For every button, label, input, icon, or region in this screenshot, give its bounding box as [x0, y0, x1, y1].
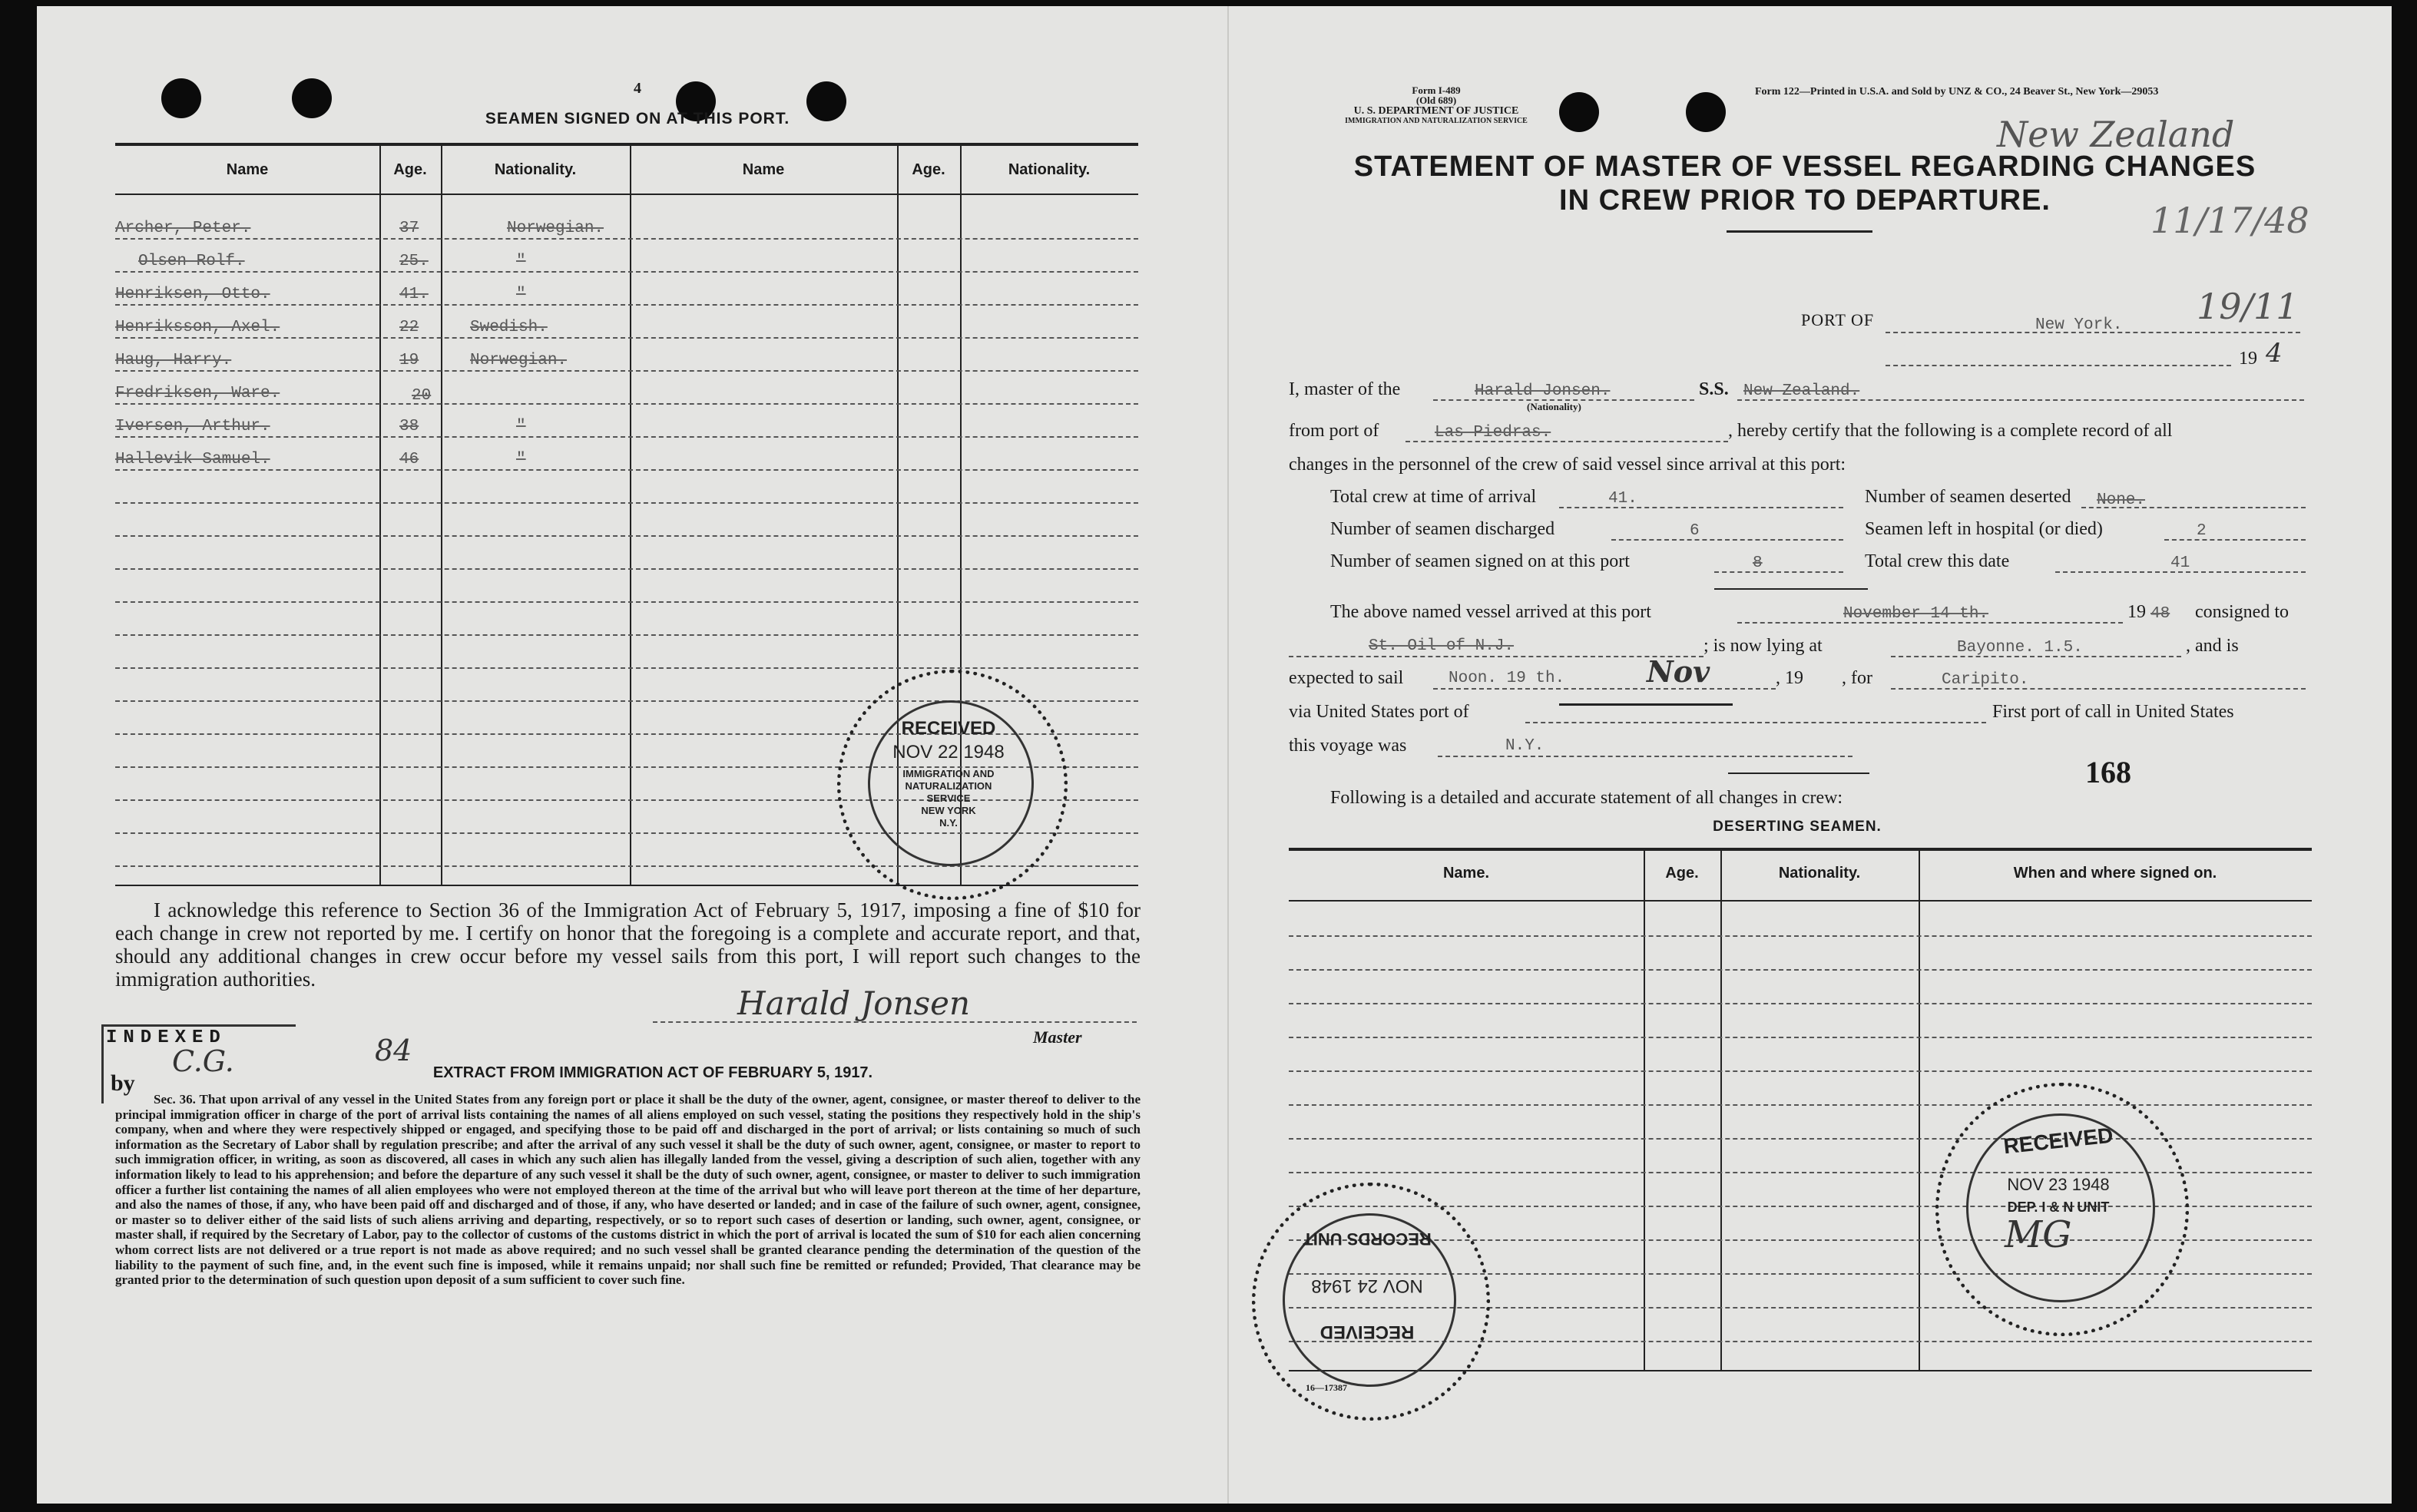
- stamp2-received: RECEIVED: [2002, 1123, 2114, 1159]
- expected-value: Noon. 19 th.: [1449, 670, 1565, 687]
- desert-col-nationality: Nationality.: [1778, 865, 1861, 882]
- extract-title: EXTRACT FROM IMMIGRATION ACT OF FEBRUARY 5, 1917.: [432, 1064, 873, 1081]
- stamp-date: NOV 22 1948: [892, 742, 1005, 763]
- seaman-age: 46: [399, 451, 419, 468]
- seaman-nationality: ": [516, 451, 526, 468]
- stamp-line: NEW YORK: [921, 805, 976, 816]
- total-crew-date-label: Total crew this date: [1865, 551, 2010, 571]
- seaman-name: Iversen, Arthur.: [115, 418, 270, 435]
- desert-col-name: Name.: [1442, 865, 1490, 882]
- seaman-nationality: Norwegian.: [470, 352, 568, 369]
- seaman-nationality: ": [516, 253, 526, 270]
- seaman-age: 19: [399, 352, 419, 369]
- from-port-value: Las Piedras.: [1435, 424, 1551, 442]
- deserting-title: DESERTING SEAMEN.: [1713, 819, 1882, 835]
- indexed-initials: C.G.: [172, 1044, 234, 1078]
- stamp-line: IMMIGRATION AND: [902, 768, 995, 779]
- form-title-line2: IN CREW PRIOR TO DEPARTURE.: [1559, 184, 2051, 217]
- total-crew-date-value: 41: [2170, 554, 2190, 572]
- seaman-name: Henriksen, Otto.: [115, 286, 270, 303]
- stamp-line: NATURALIZATION: [905, 780, 992, 792]
- handwritten-19: 19/11: [2197, 286, 2299, 327]
- arrived-year-label: 19: [2127, 602, 2146, 622]
- signed-on-label: Number of seamen signed on at this port: [1330, 551, 1630, 571]
- year-value: 4: [2266, 338, 2283, 369]
- seaman-name: Fredriksen, Ware.: [115, 385, 280, 402]
- from-port-label: from port of: [1289, 421, 1379, 441]
- stamp-line: N.Y.: [939, 817, 958, 829]
- stamp1-date: NOV 24 1948: [1311, 1275, 1423, 1296]
- deserted-label: Number of seamen deserted: [1865, 487, 2071, 507]
- seaman-age: 20: [412, 387, 432, 405]
- department: U. S. DEPARTMENT OF JUSTICE: [1353, 105, 1519, 117]
- master-of-the-label: I, master of the: [1289, 379, 1401, 399]
- seaman-name: Hallevik Samuel.: [115, 451, 270, 468]
- page-number: 4: [634, 80, 641, 97]
- seaman-nationality: ": [516, 418, 526, 435]
- col-age-2: Age.: [912, 161, 945, 178]
- stamp2-initials: MG: [2005, 1213, 2072, 1256]
- extract-text: Sec. 36. That upon arrival of any vessel in the United States from any foreign port or place it shall be the duty of the owner, agent, consignee, or master thereof to deliver to the principal immigration officer in charge of the port of arrival lists containing the names of all aliens employed on such vessel, stating the positions they respectively hold in the ship's company, when and where they were respectively shipped or engaged, and specifying those to be paid off and discharged in the port of arrival; or lists containing so much of such information as the Secretary of Labor shall by regulation prescribe; and after the arrival of any such vessel it shall be the duty of such owner, agent, consignee, or master to report to such immigration officer, in writing, as soon as discovered, all cases in which any such alien has illegally landed from the vessel, giving a description of such alien, together with any information likely to lead to his apprehension; and before the departure of any such vessel it shall be the duty of such owner, agent, consignee, or master to deliver to such immigration officer a further list containing the names of all alien employees who were not employed thereon at the time of the arrival but who will leave port thereon at the time of her departure, and also the names of those, if any, who have been paid off and discharged and of those, if any, who have deserted or landed; and in case of the failure of such owner, agent, consignee, or master so to deliver either of the said lists of such aliens arriving and departing, respectively, or so to report such cases of desertion or landing, such owner, agent, consignee, or master shall, if required by the Secretary of Labor, pay to the collector of customs of the customs district in which the port of arrival is located the sum of $10 for each alien concerning whom correct lists are not delivered or a true report is not made as above required; and no such vessel shall be granted clearance pending the determination of the question of the liability to the payment of such fine, and, in the event such fine is imposed, while it remains unpaid; nor shall such fine be remitted or refunded; Provided, That clearance may be granted prior to the determination of such question upon deposit of a sum sufficient to cover such fine.: [115, 1092, 1141, 1288]
- indexed-number: 84: [375, 1034, 412, 1067]
- seaman-age: 41.: [399, 286, 429, 303]
- col-name: Name: [226, 161, 269, 178]
- seaman-name: Haug, Harry.: [115, 352, 232, 369]
- form-number: Form I-489: [1412, 84, 1461, 96]
- seaman-name: Archer, Peter.: [115, 220, 251, 237]
- total-crew-arrival-label: Total crew at time of arrival: [1330, 487, 1537, 507]
- seaman-nationality: Norwegian.: [507, 220, 604, 237]
- left-page-title: SEAMEN SIGNED ON AT THIS PORT.: [485, 110, 790, 127]
- expected-label: expected to sail: [1289, 668, 1404, 688]
- port-of-label: PORT OF: [1801, 310, 1875, 329]
- this-voyage-label: this voyage was: [1289, 736, 1407, 756]
- indexed-by: by: [111, 1070, 135, 1096]
- page-fold: [1227, 6, 1229, 1504]
- master-name-value: Harald Jonsen.: [1475, 382, 1611, 400]
- certify-text: , hereby certify that the following is a complete record of all: [1728, 421, 2173, 441]
- expected-handwritten: Nov: [1647, 654, 1710, 689]
- seaman-age: 37: [399, 220, 419, 237]
- seaman-age: 38: [399, 418, 419, 435]
- arrived-value: November 14 th.: [1843, 605, 1989, 623]
- seaman-name: Olsen Rolf.: [138, 253, 245, 270]
- ss-value: New Zealand.: [1743, 382, 1860, 400]
- stamp-received: RECEIVED: [901, 718, 996, 739]
- service: IMMIGRATION AND NATURALIZATION SERVICE: [1345, 117, 1528, 125]
- stamp1-unit: RECORDS UNIT: [1303, 1229, 1432, 1249]
- hospital-value: 2: [2197, 522, 2207, 540]
- indexed-label: INDEXED: [106, 1027, 227, 1048]
- stamp1-received: RECEIVED: [1319, 1322, 1415, 1342]
- port-of-value: New York.: [2035, 316, 2123, 334]
- desert-col-signed-on: When and where signed on.: [2013, 865, 2217, 882]
- arrived-year-value: 48: [2150, 605, 2170, 623]
- form-title-line1: STATEMENT OF MASTER OF VESSEL REGARDING CHANGES: [1353, 151, 2256, 183]
- discharged-label: Number of seamen discharged: [1330, 519, 1555, 539]
- year-label: 19: [2239, 349, 2257, 369]
- master-label: Master: [1033, 1027, 1082, 1047]
- first-port-label: First port of call in United States: [1992, 702, 2234, 722]
- stamp2-unit: DEP. I & N UNIT: [2007, 1199, 2110, 1215]
- page-count: 168: [2085, 755, 2131, 789]
- arrived-label: The above named vessel arrived at this port: [1330, 602, 1651, 622]
- signed-on-value: 8: [1753, 554, 1763, 572]
- seaman-age: 25.: [399, 253, 429, 270]
- discharged-value: 6: [1690, 522, 1700, 540]
- lying-at-label: ; is now lying at: [1703, 636, 1823, 656]
- col-nationality-2: Nationality.: [1008, 161, 1091, 178]
- lying-at-value: Bayonne. 1.5.: [1957, 639, 2083, 657]
- for-label: , for: [1842, 668, 1872, 688]
- desert-col-age: Age.: [1665, 865, 1699, 882]
- punch-hole: [161, 78, 201, 118]
- acknowledgement-text: I acknowledge this reference to Section 36 of the Immigration Act of February 5, 1917, imposing a fine of $10 for each change in crew not reported by me. I certify on honor that the foregoing is a complete and accurate report, and that, should any additional changes in crew occur before my vessel sails from this port, I will report such changes to the immigration authorities.: [115, 898, 1141, 991]
- total-crew-arrival-value: 41.: [1608, 490, 1637, 508]
- changes-text: changes in the personnel of the crew of said vessel since arrival at this port:: [1289, 455, 1846, 475]
- footer-code: 16—17387: [1306, 1382, 1347, 1393]
- handwritten-date: 11/17/48: [2150, 200, 2309, 241]
- via-label: via United States port of: [1289, 702, 1469, 722]
- col-name-2: Name: [742, 161, 785, 178]
- punch-hole: [1686, 92, 1726, 132]
- seaman-nationality: Swedish.: [470, 319, 548, 336]
- expected-year-label: , 19: [1776, 668, 1803, 688]
- handwritten-note-top: New Zealand: [1997, 114, 2235, 155]
- seaman-nationality: ": [516, 286, 526, 303]
- stamp-line: SERVICE: [926, 792, 971, 804]
- punch-hole: [292, 78, 332, 118]
- stamp2-date: NOV 23 1948: [2007, 1175, 2110, 1194]
- ss-label: S.S.: [1699, 379, 1729, 399]
- seaman-age: 22: [399, 319, 419, 336]
- printer-note: Form 122—Printed in U.S.A. and Sold by UNZ & CO., 24 Beaver St., New York—29053: [1755, 86, 2159, 98]
- hospital-label: Seamen left in hospital (or died): [1865, 519, 2103, 539]
- deserted-value: None.: [2097, 491, 2146, 509]
- consignee-value: St. Oil of N.J.: [1369, 637, 1515, 655]
- and-is-label: , and is: [2186, 636, 2239, 656]
- col-age: Age.: [393, 161, 427, 178]
- following-text: Following is a detailed and accurate statement of all changes in crew:: [1330, 788, 1843, 808]
- col-nationality: Nationality.: [494, 161, 577, 178]
- nationality-label: (Nationality): [1527, 401, 1581, 412]
- form-old: (Old 689): [1415, 94, 1457, 106]
- master-signature: Harald Jonsen: [737, 984, 971, 1022]
- seaman-name: Henriksson, Axel.: [115, 319, 280, 336]
- this-voyage-value: N.Y.: [1505, 737, 1545, 755]
- for-value: Caripito.: [1942, 671, 2029, 689]
- consigned-label: consigned to: [2195, 602, 2289, 622]
